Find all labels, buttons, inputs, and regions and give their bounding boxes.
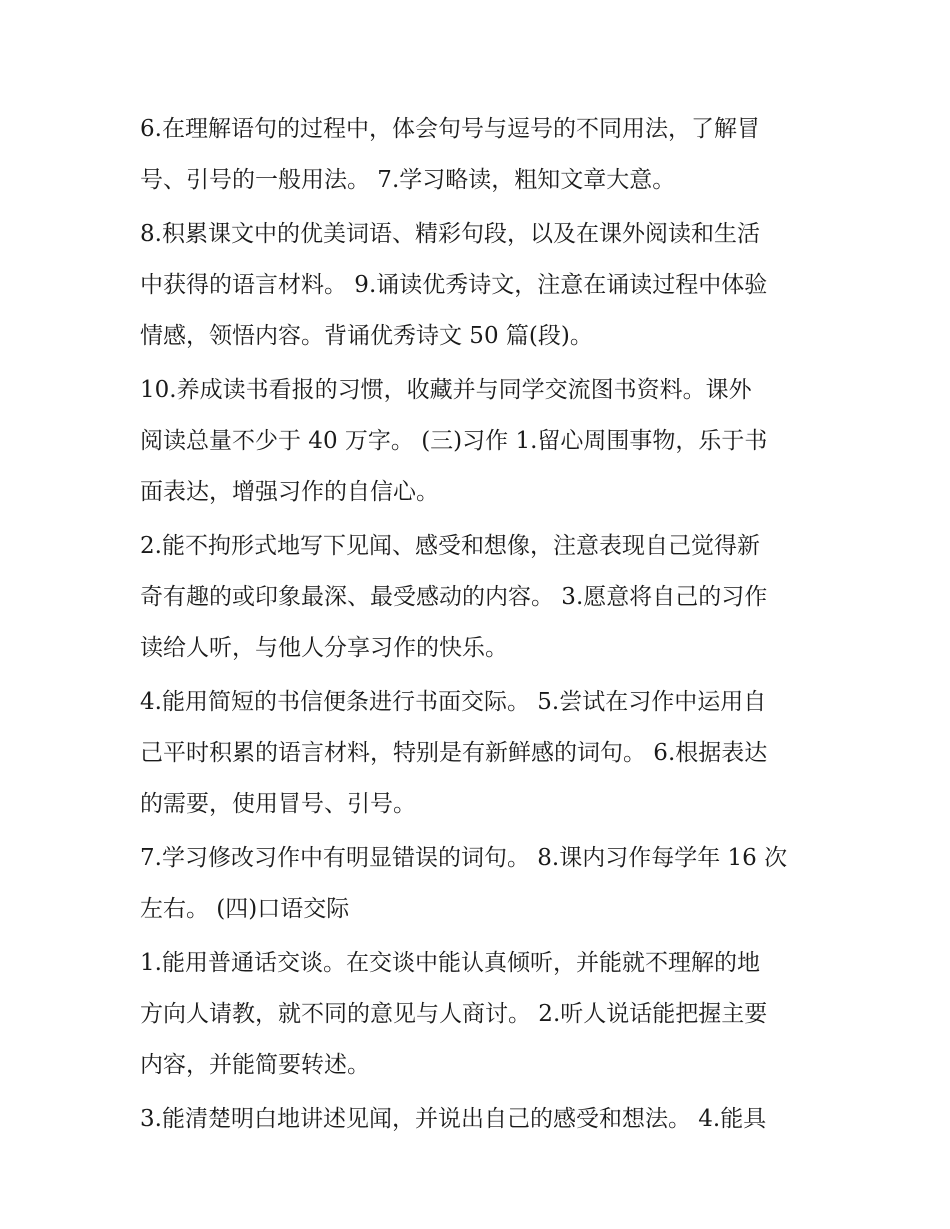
text-line: 左右。 (四)口语交际 — [140, 896, 350, 922]
paragraph-4 — [140, 521, 830, 674]
text-line: 内容，并能简要转述。 — [140, 1052, 370, 1078]
text-line: 面表达，增强习作的自信心。 — [140, 479, 439, 505]
text-line: 4.能用简短的书信便条进行书面交际。 5.尝试在习作中运用自 — [140, 689, 767, 715]
text-line: 方向人请教，就不同的意见与人商讨。 2.听人说话能把握主要 — [140, 1001, 768, 1027]
text-line: 号、引号的一般用法。 7.学习略读，粗知文章大意。 — [140, 167, 676, 193]
paragraph-6 — [140, 833, 830, 935]
text-line: 己平时积累的语言材料，特别是有新鲜感的词句。 6.根据表达 — [140, 740, 768, 766]
document-body — [140, 104, 830, 1148]
text-line: 情感，领悟内容。背诵优秀诗文 50 篇(段)。 — [140, 323, 593, 349]
text-line: 10.养成读书看报的习惯，收藏并与同学交流图书资料。课外 — [140, 377, 752, 403]
text-line: 阅读总量不少于 40 万字。 (三)习作 1.留心周围事物，乐于书 — [140, 428, 768, 454]
text-line: 中获得的语言材料。 9.诵读优秀诗文，注意在诵读过程中体验 — [140, 272, 768, 298]
text-line: 2.能不拘形式地写下见闻、感受和想像，注意表现自己觉得新 — [140, 533, 760, 559]
text-line: 读给人听，与他人分享习作的快乐。 — [140, 635, 508, 661]
paragraph-5 — [140, 677, 830, 830]
text-line: 奇有趣的或印象最深、最受感动的内容。 3.愿意将自己的习作 — [140, 584, 768, 610]
text-line: 8.积累课文中的优美词语、精彩句段，以及在课外阅读和生活 — [140, 221, 760, 247]
paragraph-3 — [140, 365, 830, 518]
text-line: 6.在理解语句的过程中，体会句号与逗号的不同用法，了解冒 — [140, 116, 760, 142]
text-line: 3.能清楚明白地讲述见闻，并说出自己的感受和想法。 4.能具 — [140, 1106, 767, 1132]
text-line: 7.学习修改习作中有明显错误的词句。 8.课内习作每学年 16 次 — [140, 845, 788, 871]
text-line: 的需要，使用冒号、引号。 — [140, 791, 416, 817]
paragraph-7 — [140, 938, 830, 1091]
paragraph-2 — [140, 209, 830, 362]
paragraph-1 — [140, 104, 830, 206]
text-line: 1.能用普通话交谈。在交谈中能认真倾听，并能就不理解的地 — [140, 950, 760, 976]
paragraph-8 — [140, 1094, 830, 1145]
